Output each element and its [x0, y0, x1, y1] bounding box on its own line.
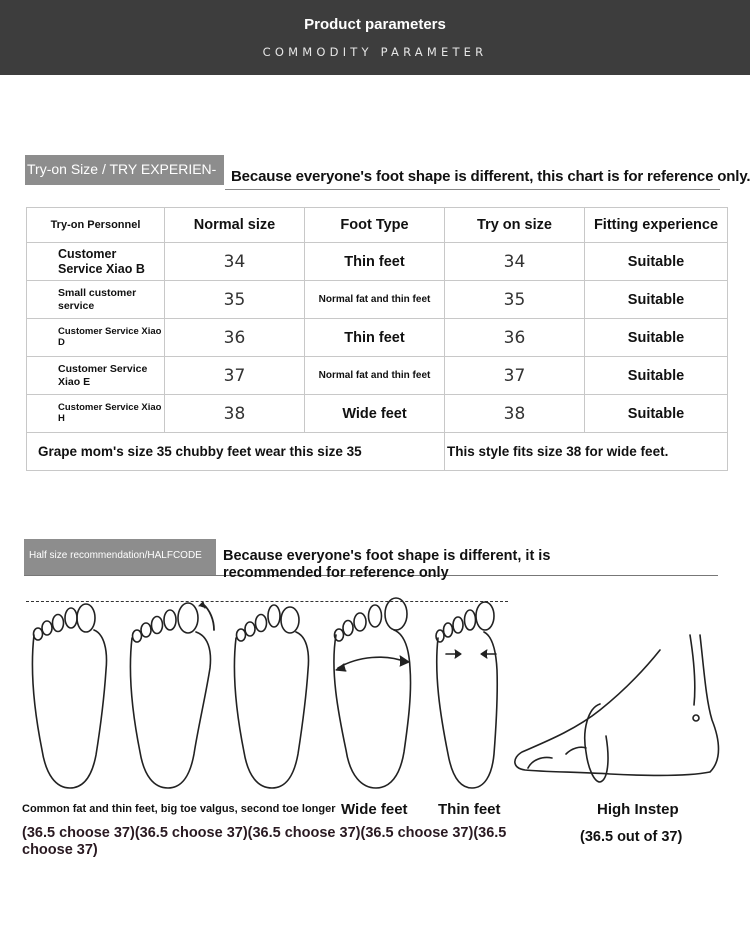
table-row	[27, 281, 728, 319]
table-row	[27, 243, 728, 281]
fitting-cell: Suitable	[585, 319, 728, 357]
foot-illustrations	[0, 590, 750, 800]
person-cell: Small customer service	[27, 281, 165, 319]
footer-note-left: Grape mom's size 35 chubby feet wear this size 35	[27, 433, 445, 471]
table-row	[27, 357, 728, 395]
tryon-size-cell: 35	[445, 281, 585, 319]
table-header-row	[27, 208, 728, 243]
common-feet-label: Common fat and thin feet, big toe valgus, second toe longer	[22, 803, 336, 815]
half-size-section-tag: Half size recommendation/HALFCODE	[24, 539, 216, 575]
wide-foot-icon	[334, 598, 411, 788]
column-header: Try on size	[445, 208, 585, 243]
person-cell: Customer Service Xiao E	[27, 357, 165, 395]
page-title: Product parameters	[304, 16, 446, 33]
foot-type-cell: Wide feet	[305, 395, 445, 433]
tryon-size-cell: 37	[445, 357, 585, 395]
normal-size-cell: 36	[165, 319, 305, 357]
fitting-cell: Suitable	[585, 395, 728, 433]
tryon-size-cell: 34	[445, 243, 585, 281]
normal-size-cell: 35	[165, 281, 305, 319]
column-header: Fitting experience	[585, 208, 728, 243]
instep-size-note: (36.5 out of 37)	[580, 829, 683, 845]
half-size-reference-note: Because everyone's foot shape is different, it is recommended for reference only	[223, 548, 551, 581]
wide-feet-label: Wide feet	[341, 801, 408, 818]
fitting-cell: Suitable	[585, 243, 728, 281]
foot-type-cell: Thin feet	[305, 243, 445, 281]
foot-type-cell: Normal fat and thin feet	[305, 357, 445, 395]
tryon-size-cell: 36	[445, 319, 585, 357]
fitting-cell: Suitable	[585, 281, 728, 319]
normal-size-cell: 34	[165, 243, 305, 281]
tryon-reference-note: Because everyone's foot shape is different, this chart is for reference only.	[231, 168, 750, 185]
foot-type-cell: Thin feet	[305, 319, 445, 357]
column-header: Try-on Personnel	[27, 208, 165, 243]
column-header: Normal size	[165, 208, 305, 243]
header-banner	[0, 0, 750, 75]
normal-size-cell: 38	[165, 395, 305, 433]
tryon-divider	[225, 189, 720, 190]
valgus-foot-icon	[130, 602, 214, 788]
high-instep-label: High Instep	[597, 801, 679, 818]
page-subtitle: COMMODITY PARAMETER	[262, 45, 488, 59]
table-row	[27, 319, 728, 357]
footer-note-right: This style fits size 38 for wide feet.	[445, 433, 728, 471]
tryon-section-tag: Try-on Size / TRY EXPERIEN-	[25, 155, 224, 185]
thin-feet-label: Thin feet	[438, 801, 501, 818]
fitting-cell: Suitable	[585, 357, 728, 395]
column-header: Foot Type	[305, 208, 445, 243]
person-cell: Customer Service Xiao D	[27, 319, 165, 357]
person-cell: Customer Service Xiao H	[27, 395, 165, 433]
tryon-size-table	[26, 207, 728, 471]
high-instep-foot-icon	[515, 635, 719, 782]
second-toe-foot-icon	[234, 605, 308, 788]
thin-foot-icon	[436, 602, 497, 788]
size-choose-note: (36.5 choose 37)(36.5 choose 37)(36.5 choose 37)(36.5 choose 37)(36.5 choose 37)	[22, 825, 507, 858]
table-row	[27, 395, 728, 433]
person-cell: Customer Service Xiao B	[27, 243, 165, 281]
tryon-size-cell: 38	[445, 395, 585, 433]
common-foot-icon	[32, 604, 106, 788]
foot-type-cell: Normal fat and thin feet	[305, 281, 445, 319]
normal-size-cell: 37	[165, 357, 305, 395]
table-footer-row	[27, 433, 728, 471]
